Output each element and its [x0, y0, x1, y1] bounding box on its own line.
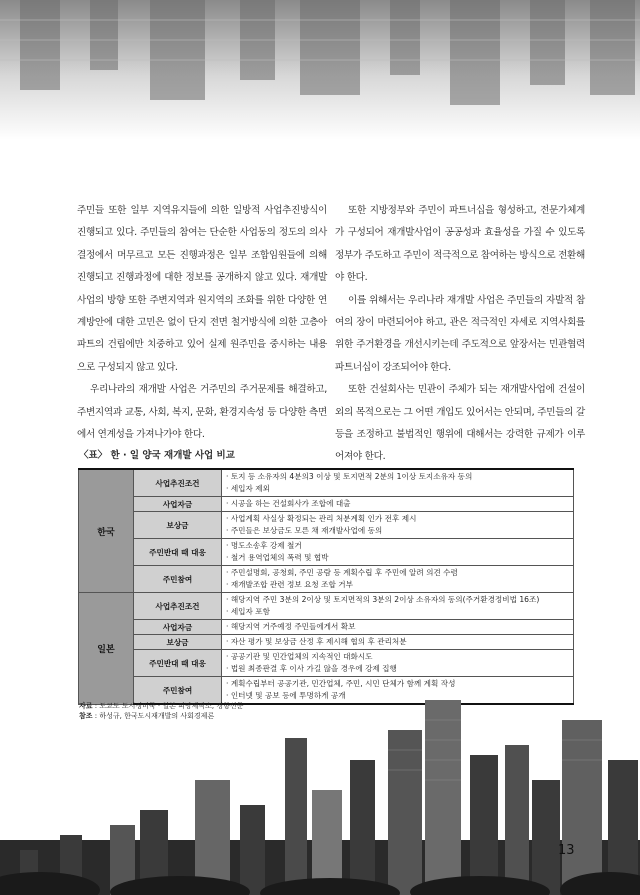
- category-cell: 사업추진조건: [134, 593, 222, 620]
- table-caption: 〈표〉 한 · 일 양국 재개발 사업 비교: [79, 450, 235, 461]
- category-cell: 사업자금: [134, 497, 222, 512]
- category-cell: 보상금: [134, 512, 222, 539]
- source-line: 자료 : 도쿄도 도시정비국 · 일본 피망제작소, 경향신문: [79, 702, 244, 710]
- city-skyline-image: [0, 690, 640, 895]
- body-text-right-column: [335, 200, 585, 469]
- detail-cell: · 주민설명회, 공청회, 주민 공람 등 계획수립 후 주민에 알려 의견 수렴 · 재개발조합 관련 정보 요청 조합 거부: [222, 566, 574, 593]
- detail-cell: · 자산 평가 및 보상금 산정 후 제시해 협의 후 관리처분: [222, 635, 574, 650]
- country-korea: 한국: [79, 469, 134, 593]
- paragraph: 이를 위해서는 우리나라 재개발 사업은 주민들의 자발적 참여의 장이 마련되어야 하고, 관은 적극적인 자세로 지역사회를 위한 주거환경을 개선시키는데 주도적으로 앞장서는 민관협력 파트너십이 강조되어야 한다.: [335, 294, 585, 373]
- detail-cell: · 사업계획 사실상 확정되는 관리 처분계획 인가 전후 제시 · 주민들은 보상금도 모른 채 재개발사업에 동의: [222, 512, 574, 539]
- reference-line: 참조 : 하성규, 한국도시재개발의 사회경제론: [79, 712, 215, 720]
- detail-cell: · 명도소송후 강제 철거 · 철거 용역업체의 폭력 및 협박: [222, 539, 574, 566]
- paragraph: 또한 지방정부와 주민이 파트너십을 형성하고, 전문가체계가 구성되어 재개발사업이 공공성과 효율성을 가질 수 있도록 정부가 주도하고 주민이 적극적으로 참여하는 방식으로 전환해야 한다.: [335, 205, 585, 284]
- category-cell: 사업추진조건: [134, 469, 222, 497]
- paragraph: 또한 건설회사는 민관이 주체가 되는 재개발사업에 건설이외의 목적으로는 그 어떤 개입도 있어서는 안되며, 주민들의 갈등을 조정하고 불법적인 행위에 대해서는 강력한 규제가 이루어져야 한다.: [335, 384, 585, 463]
- detail-cell: · 공공기관 및 민간업체의 지속적인 대화시도 · 법원 최종판결 후 이사 가길 않을 경우에 강제 집행: [222, 650, 574, 677]
- detail-cell: · 시공을 하는 건설회사가 조합에 대출: [222, 497, 574, 512]
- country-japan: 일본: [79, 593, 134, 705]
- header-building-image: [0, 0, 640, 140]
- category-cell: 사업자금: [134, 620, 222, 635]
- detail-cell: · 토지 등 소유자의 4분의3 이상 및 토지면적 2분의 1이상 토지소유자 동의 · 세입자 제외: [222, 469, 574, 497]
- page-number: 13: [558, 843, 575, 858]
- paragraph: 주민들 또한 일부 지역유지들에 의한 일방적 사업추진방식이 진행되고 있다. 주민들의 참여는 단순한 사업동의 정도의 의사결정에서 머무르고 모든 진행과정은 일부 조합임원들에 의해 진행되고 진행과정에 대한 정보를 공개하지 않고 있다. 재개발사업의 방향 또한 주변지역과 원지역의 조화를 위한 다양한 연계방안에 대한 고민은 없이 단지 전면 철거방식에 의한 고층아파트의 건립에만 치중하고 있어 실제 원주민을 중시하는 내용으로 구성되지 않고 있다.: [77, 205, 327, 373]
- category-cell: 주민반대 때 대응: [134, 539, 222, 566]
- paragraph: 우리나라의 재개발 사업은 거주민의 주거문제를 해결하고, 주변지역과 교통, 사회, 복지, 문화, 환경지속성 등 다양한 측면에서 연계성을 가져나가야 한다.: [77, 384, 327, 441]
- detail-cell: · 해당지역 거주예정 주민들에게서 확보: [222, 620, 574, 635]
- category-cell: 주민참여: [134, 566, 222, 593]
- category-cell: 보상금: [134, 635, 222, 650]
- detail-cell: · 계획수립부터 공공기관, 민간업체, 주민, 시민 단체가 함께 계획 작성 · 인터넷 및 공보 등에 투명하게 공개: [222, 677, 574, 705]
- body-text-left-column: [77, 200, 327, 446]
- detail-cell: · 해당지역 주민 3분의 2이상 및 토지면적의 3분의 2이상 소유자의 동의(주거환경정비법 16조) · 세입자 포함: [222, 593, 574, 620]
- category-cell: 주민반대 때 대응: [134, 650, 222, 677]
- comparison-table: [78, 468, 574, 705]
- category-cell: 주민참여: [134, 677, 222, 705]
